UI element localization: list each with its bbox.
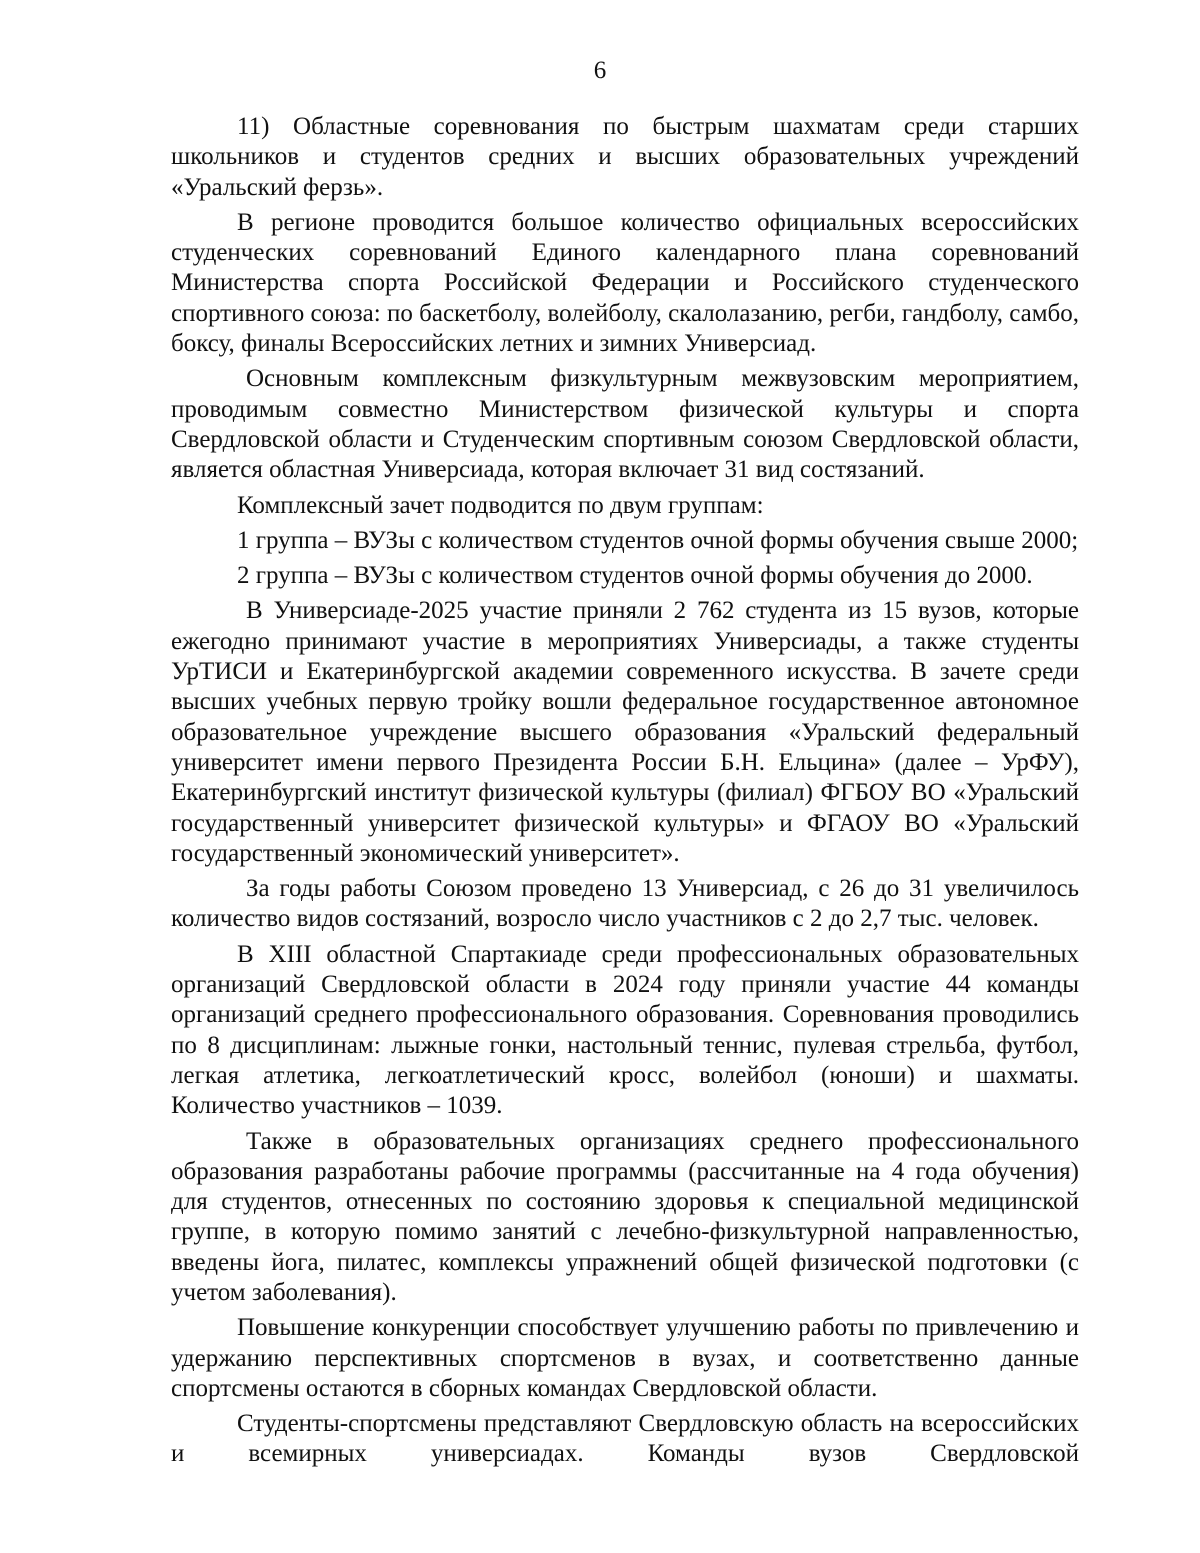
paragraph-student-athletes: Студенты-спортсмены представляют Свердловскую область на всероссийских и всемирных универсиадах. Команды вузов Свердловской xyxy=(171,1410,1079,1468)
paragraph-spartakiad: В XIII областной Спартакиаде среди профессиональных образовательных организаций Свердловской области в 2024 году приняли участие 44 команды организаций среднего профессионального образования. Соревнования проводились по 8 дисциплинам: лыжные гонки, настольный теннис, пулевая стрельба, футбол, легкая атлетика, легкоатлетический кросс, волейбол (юноши) и шахматы. Количество участников – 1039. xyxy=(171,940,1079,1120)
page-number: 6 xyxy=(593,57,607,84)
paragraph-regional-universiade: Основным комплексным физкультурным межвузовским мероприятием, проводимым совместно Министерством физической культуры и спорта Свердловской области и Студенческим спортивным союзом Свердловской области, является областная Универсиада, которая включает 31 вид состязаний. xyxy=(171,365,1079,484)
paragraph-union-years: За годы работы Союзом проведено 13 Универсиад, с 26 до 31 увеличилось количество видов состязаний, возросло число участников с 2 до 2,7 тыс. человек. xyxy=(171,875,1079,933)
paragraph-work-programs: Также в образовательных организациях среднего профессионального образования разработаны рабочие программы (рассчитанные на 4 года обучения) для студентов, отнесенных по состоянию здоровья к специальной медицинской группе, в которую помимо занятий с лечебно-физкультурной направленностью, введены йога, пилатес, комплексы упражнений общей физической подготовки (с учетом заболевания). xyxy=(171,1127,1079,1306)
paragraph-group-1: 1 группа – ВУЗы с количеством студентов очной формы обучения свыше 2000; xyxy=(237,526,1079,554)
paragraph-overall-standings: Комплексный зачет подводится по двум группам: xyxy=(237,491,764,519)
paragraph-universiade-2025: В Универсиаде-2025 участие приняли 2 762 студента из 15 вузов, которые ежегодно принимают участие в мероприятиях Универсиады, а также студенты УрТИСИ и Екатеринбургской академии современного искусства. В зачете среди высших учебных первую тройку вошли федеральное государственное автономное образовательное учреждение высшего образования «Уральский федеральный университет имени первого Президента России Б.Н. Ельцина» (далее – УрФУ), Екатеринбургский институт физической культуры (филиал) ФГБОУ ВО «Уральский государственный университет физической культуры» и ФГАОУ ВО «Уральский государственный экономический университет». xyxy=(171,597,1079,867)
paragraph-chess-competition: 11) Областные соревнования по быстрым шахматам среди старших школьников и студентов средних и высших образовательных учреждений «Уральский ферзь». xyxy=(171,113,1079,201)
paragraph-all-russian-competitions: В регионе проводится большое количество официальных всероссийских студенческих соревнований Единого календарного плана соревнований Министерства спорта Российской Федерации и Российского студенческого спортивного союза: по баскетболу, волейболу, скалолазанию, регби, гандболу, самбо, боксу, финалы Всероссийских летних и зимних Универсиад. xyxy=(171,208,1079,358)
document-body xyxy=(171,112,1079,1475)
paragraph-competition-growth: Повышение конкуренции способствует улучшению работы по привлечению и удержанию перспективных спортсменов в вузах, и соответственно данные спортсмены остаются в сборных командах Свердловской области. xyxy=(171,1314,1079,1402)
paragraph-group-2: 2 группа – ВУЗы с количеством студентов очной формы обучения до 2000. xyxy=(237,562,1033,590)
